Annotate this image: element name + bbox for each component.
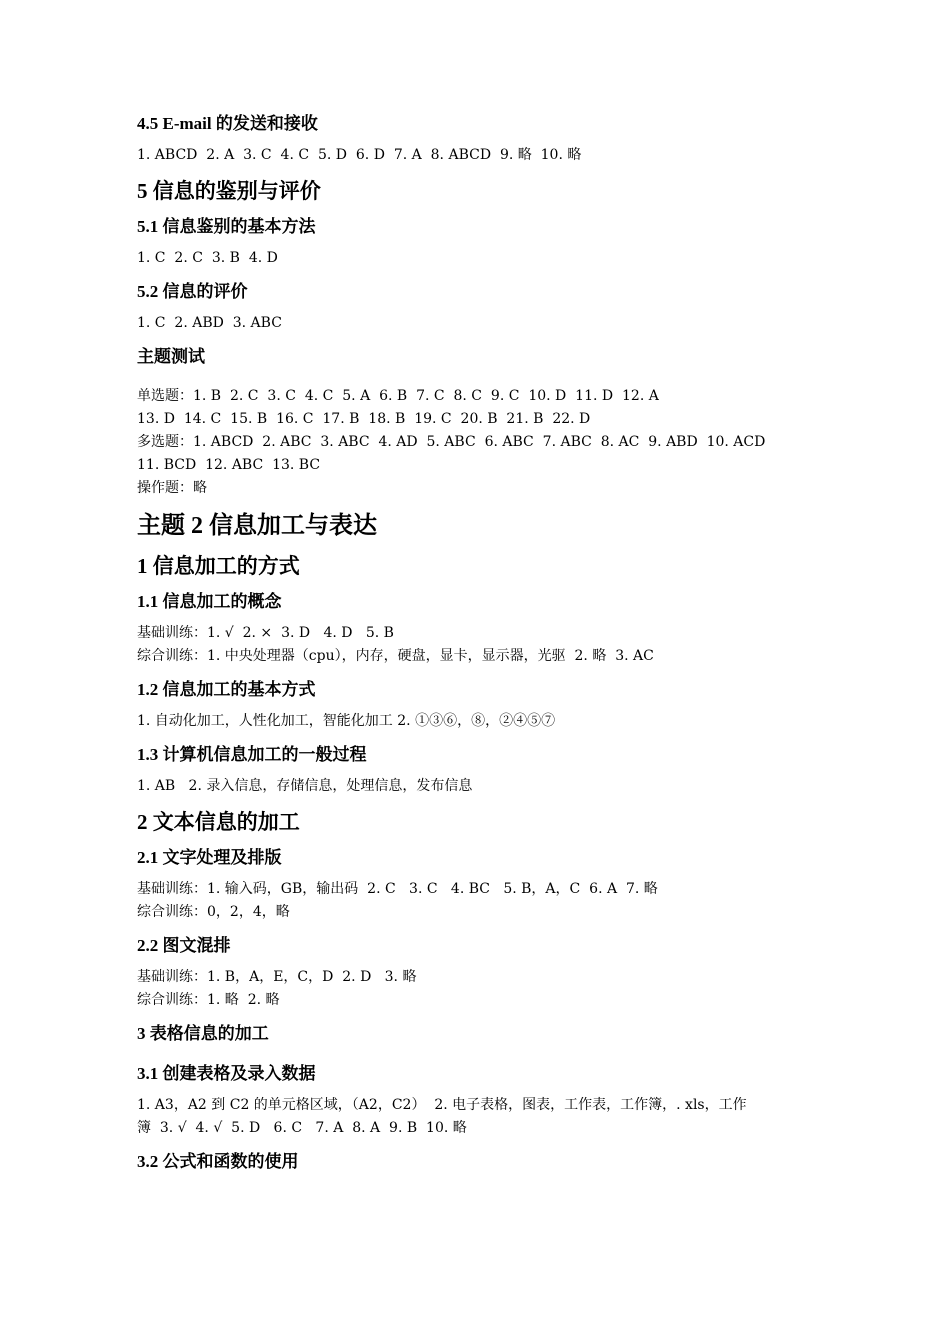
answer-block [137, 710, 861, 733]
answer-block [137, 878, 861, 924]
section-heading: 5 信息的鉴别与评价 [137, 179, 321, 203]
answer-line: 综合训练：1. 中央处理器（cpu），内存，硬盘，显卡，显示器，光驱 2. 略 3. AC [137, 648, 654, 664]
answer-line: 1. C 2. C 3. B 4. D [137, 250, 278, 266]
topic-heading: 主题 2 信息加工与表达 [137, 513, 377, 539]
section-heading: 3.1 创建表格及录入数据 [137, 1064, 316, 1083]
answer-line: 1. A3，A2 到 C2 的单元格区域，（A2，C2） 2. 电子表格，图表，工作表，工作簿，. xls，工作 [137, 1097, 747, 1113]
section-heading: 3 表格信息的加工 [137, 1024, 269, 1043]
section-heading: 1.2 信息加工的基本方式 [137, 680, 316, 699]
answer-block [137, 247, 861, 270]
section-heading: 3.2 公式和函数的使用 [137, 1152, 299, 1171]
answer-line: 1. AB 2. 录入信息，存储信息，处理信息，发布信息 [137, 778, 473, 794]
answer-line: 操作题：略 [137, 480, 207, 496]
answer-line: 单选题：1. B 2. C 3. C 4. C 5. A 6. B 7. C 8. C 9. C 10. D 11. D 12. A [137, 388, 659, 404]
answer-block [137, 622, 861, 668]
section-heading: 2.2 图文混排 [137, 936, 231, 955]
section-heading: 2 文本信息的加工 [137, 810, 300, 834]
answer-block [137, 144, 861, 167]
answer-line: 基础训练：1. √ 2. × 3. D 4. D 5. B [137, 625, 394, 641]
section-heading: 5.2 信息的评价 [137, 282, 248, 301]
answer-line: 基础训练：1. B，A，E，C，D 2. D 3. 略 [137, 969, 417, 985]
answer-line: 簿 3. √ 4. √ 5. D 6. C 7. A 8. A 9. B 10. 略 [137, 1120, 467, 1136]
answer-line: 综合训练：1. 略 2. 略 [137, 992, 280, 1008]
section-heading: 4.5 E-mail 的发送和接收 [137, 114, 318, 133]
answer-line: 1. ABCD 2. A 3. C 4. C 5. D 6. D 7. A 8. ABCD 9. 略 10. 略 [137, 147, 582, 163]
answer-block [137, 966, 861, 1012]
answer-block [137, 1094, 861, 1140]
section-heading: 1.3 计算机信息加工的一般过程 [137, 745, 367, 764]
answer-line: 1. 自动化加工，人性化加工，智能化加工 2. ①③⑥，⑧，②④⑤⑦ [137, 713, 556, 729]
section-heading: 1.1 信息加工的概念 [137, 592, 282, 611]
answer-block [137, 775, 861, 798]
answer-line: 多选题：1. ABCD 2. ABC 3. ABC 4. AD 5. ABC 6. ABC 7. ABC 8. AC 9. ABD 10. ACD [137, 434, 766, 450]
answer-line: 11. BCD 12. ABC 13. BC [137, 457, 321, 473]
section-heading: 1 信息加工的方式 [137, 554, 300, 578]
document-content [137, 112, 861, 1182]
section-heading: 2.1 文字处理及排版 [137, 848, 282, 867]
answer-block [137, 312, 861, 335]
answer-line: 1. C 2. ABD 3. ABC [137, 315, 282, 331]
answer-line: 综合训练：0，2，4，略 [137, 904, 290, 920]
answer-line: 13. D 14. C 15. B 16. C 17. B 18. B 19. C 20. B 21. B 22. D [137, 411, 591, 427]
section-heading: 5.1 信息鉴别的基本方法 [137, 217, 316, 236]
answer-block [137, 385, 861, 500]
answer-line: 基础训练：1. 输入码，GB，输出码 2. C 3. C 4. BC 5. B，A，C 6. A 7. 略 [137, 881, 658, 897]
section-heading: 主题测试 [137, 347, 205, 366]
